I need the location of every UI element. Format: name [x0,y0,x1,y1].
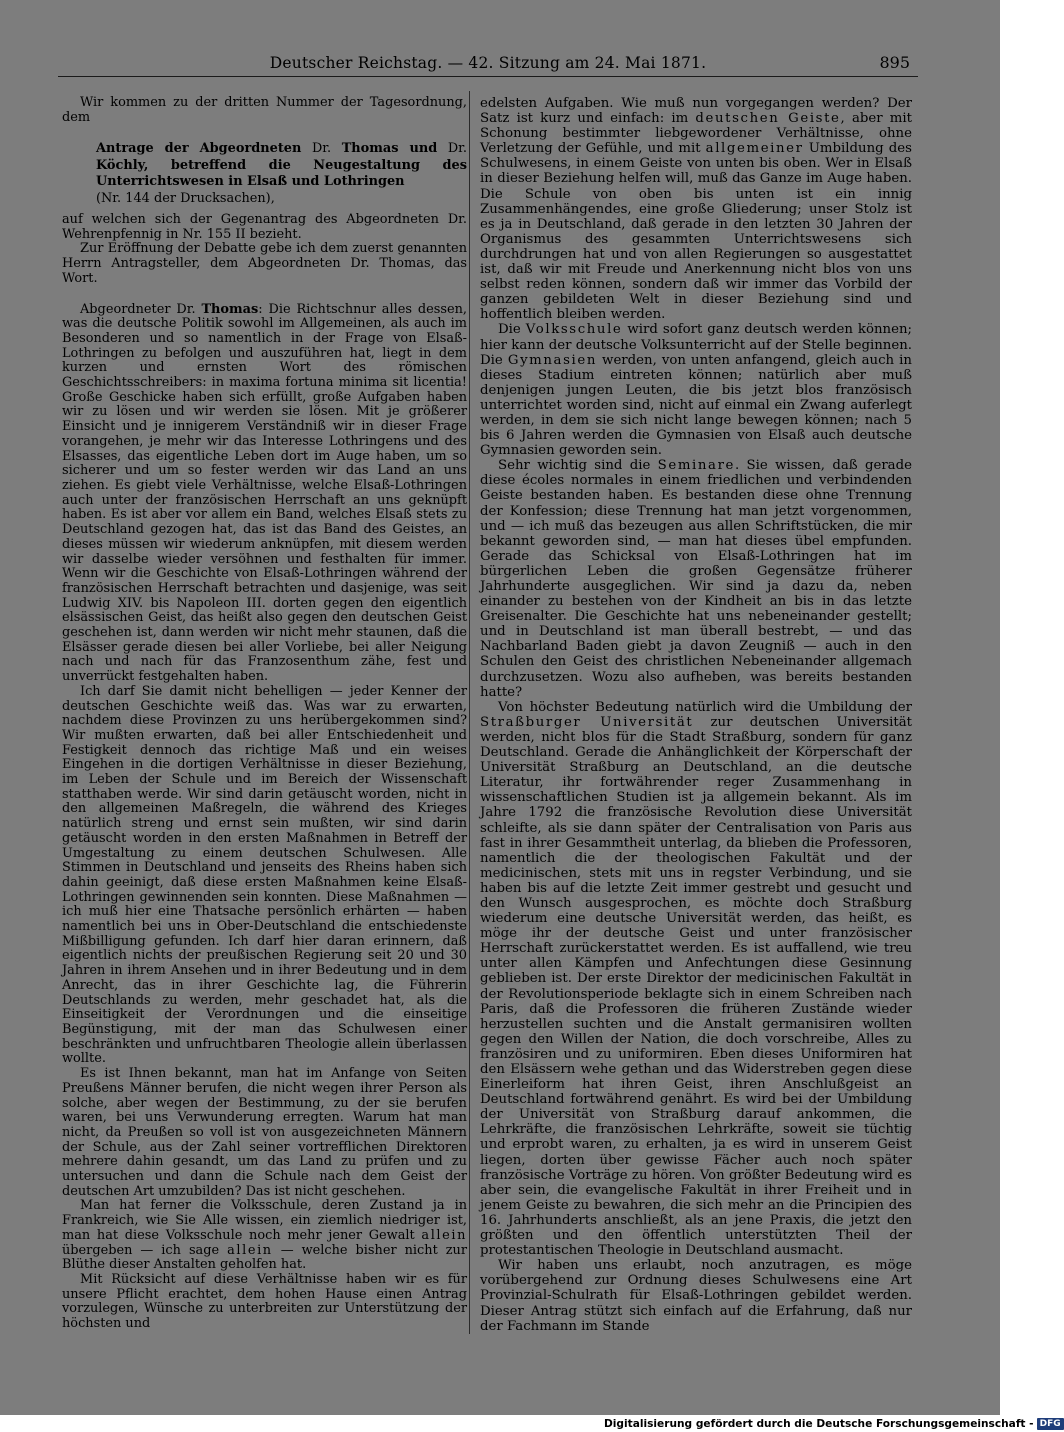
dfg-logo: DFG [1037,1418,1064,1430]
paragraph: Ich darf Sie damit nicht behelligen — jeder Kenner der deutschen Geschichte weiß das. Was war zu erwarten, nachdem diese Provinzen zu uns herübergekommen sind? Wir mußten erwarten, daß bei aller Entschiedenheit und Festigkeit dennoch das richtige Maß und ein weises Eingehen in die dortigen Verhältnisse in dieser Beziehung, im Leben der Schule und im Bereich der Wissenschaft statthaben werde. Wir sind darin getäuscht worden, nicht in den allgemeinen Maßregeln, die während des Krieges natürlich streng und ernst sein mußten, wir sind darin getäuscht worden in den ersten Maßnahmen in Betreff der Umgestaltung zu einem deutschen Schulwesen. Alle Stimmen in Deutschland und jenseits des Rheins haben sich dahin geeinigt, daß diese ersten Maßnahmen keine Elsaß-Lothringen gewinnenden sein konnten. Diese Maßnahmen — ich muß hier eine Thatsache persönlich erhärten — haben namentlich bei uns in Ober-Deutschland die entschiedenste Mißbilligung gefunden. Ich darf hier daran erinnern, daß eigentlich nichts der preußischen Regierung seit 20 und 30 Jahren in ihrem Ansehen und in ihrer Bedeutung und in dem Anrecht, das in ihrer Geschichte lag, die Führerin Deutschlands zu werden, mehr geschadet hat, als die Einseitigkeit der Verordnungen und die einseitige Begünstigung, mit der man das Schulwesen einer beschränkten und unfruchtbaren Theologie allein überlassen wollte. [62,683,467,1067]
credit-text: Digitalisierung gefördert durch die Deutsche Forschungsgemeinschaft - [604,1418,1034,1430]
paragraph: Die Volksschule wird sofort ganz deutsch werden können; hier kann der deutsche Volksunterricht auf der Stelle beginnen. Die Gymnasien werden, von unten anfangend, gleich auch in dieses Stadium eintreten können; natürlich aber muß denjenigen jungen Leuten, die bis jetzt blos französisch unterrichtet worden sind, nicht auf einmal ein Zwang auferlegt werden, in dem sie sich nicht lange bewegen können; nach 5 bis 6 Jahren werden die Gymnasien von Elsaß auch deutsche Gymnasien geworden sein. [480,322,912,459]
paragraph: Sehr wichtig sind die Seminare. Sie wissen, daß gerade diese écoles normales in einem friedlichen und verbindenden Geiste bestanden haben. Es bestanden diese ohne Trennung der Konfession; diese Trennung hat man jetzt vorgenommen, und — ich muß das bezeugen aus allen Schriftstücken, die mir bekannt geworden sind, — man hat dieses übel empfunden. Gerade das Schicksal von Elsaß-Lothringen hat im bürgerlichen Leben die großen Gegensätze früherer Jahrhunderte ausgeglichen. Wir sind ja dazu da, neben einander zu bestehen von der Kindheit an bis in das letzte Greisenalter. Die Geschichte hat uns nebeneinander gestellt; und in Deutschland ist man überall bestrebt, — und das Nachbarland Baden giebt ja davon Zeugniß — auch in den Schulen den Geist des christlichen Nebeneinander allgemach durchzusetzen. Wozu also aufheben, was bereits bestanden hatte? [480,458,912,700]
speaker-name: Thomas [201,301,259,317]
paragraph: Von höchster Bedeutung natürlich wird die Umbildung der Straßburger Universität zur deutschen Universität werden, nicht blos für die Stadt Straßburg, sondern für ganz Deutschland. Gerade die Anhänglichkeit der Körperschaft der Universität Straßburg an Deutschland, an die deutsche Literatur, ihr fortwährender reger Zusammenhang in wissenschaftlichen Studien ist ja allgemein bekannt. Als im Jahre 1792 die französische Revolution diese Universität schleifte, als sie dann später der Centralisation von Paris aus fast in ihrer Gesammtheit unterlag, da blieben die Professoren, namentlich die der theologischen Fakultät und der medicinischen, stets mit uns in regster Verbindung, und sie haben bis auf die letzte Zeit immer gestrebt und gesucht und den Wunsch ausgesprochen, es möchte doch Straßburg wiederum eine deutsche Universität werden, das heißt, es möge ihr der deutsche Geist und unter französischer Herrschaft zurückerstattet werden. Es ist auffallend, wie treu unter allen Kämpfen und Anfechtungen diese Gesinnung geblieben ist. Der erste Direktor der medicinischen Fakultät in der Revolutionsperiode beklagte sich in einem Schreiben nach Paris, daß die Professoren die früheren Zustände wieder herzustellen suchten und die Anstalt germanisiren wollten gegen den Willen der Nation, die doch vorschreibe, Alles zu französiren und zu uniformiren. Eben dieses Uniformiren hat den Elsässern wehe gethan und das Widerstreben gegen diese Einerleiform hat ihren Geist, ihren Anschlußgeist an Deutschland fortwährend genährt. Es wird bei der Umbildung der Universität von Straßburg darauf ankommen, die Lehrkräfte, die französischen Lehrkräfte, soweit sie tüchtig und erprobt waren, zu erhalten, ja es wird in unserem Geist liegen, dorten über gewisse Fächer auch noch später französische Vorträge zu hören. Von größter Bedeutung wird es aber sein, die evangelische Fakultät in ihrer Freiheit und in jenem Geiste zu bewahren, die sich mehr an die Principien des 16. Jahrhunderts anschließt, als an jene Praxis, die jetzt den größten und den öffentlich unterstützten Theil der protestantischen Theologie in Deutschland ausmacht. [480,699,912,1259]
paragraph: Wir kommen zu der dritten Nummer der Tagesordnung, dem [62,95,467,125]
motion-reference: (Nr. 144 der Drucksachen), [96,190,275,206]
right-column [480,96,912,1334]
running-header [58,52,918,77]
paragraph: Es ist Ihnen bekannt, man hat im Anfange von Seiten Preußens Männer berufen, die nicht wegen ihrer Person als solche, aber wegen der Bestimmung, zu der sie berufen waren, bei uns Verwunderung erregten. Warum hat man nicht, da Preußen so voll ist von ausgezeichneten Männern der Schule, aus der Zahl seiner vortrefflichen Direktoren mehrere dahin gesandt, um das Land zu prüfen und zu untersuchen und dann die Schule nach dem Geist der deutschen Art umzubilden? Das ist nicht geschehen. [62,1066,467,1199]
paragraph: edelsten Aufgaben. Wie muß nun vorgegangen werden? Der Satz ist kurz und einfach: im deutschen Geiste, aber mit Schonung bestimmter liebgewordener Verhältnisse, ohne Verletzung der Gefühle, und mit allgemeiner Umbildung des Schulwesens, in einem Geiste von unten bis oben. Wer in Elsaß in dieser Beziehung helfen will, muß das Ganze im Auge haben. Die Schule von oben bis unten ist ein innig Zusammenhängendes, eine große Gliederung; unser Stolz ist es ja in Deutschland, daß gerade in den letzten 30 Jahren der Organismus des gesammten Unterrichtswesens sich durchdrungen hat und von allen Regierungen so ausgestattet ist, daß wir mit Freude und Anerkennung nicht blos von uns selbst reden können, sondern daß wir immer das Vorbild der ganzen gebildeten Welt in dieser Beziehung sind und hoffentlich bleiben werden. [480,96,912,323]
speech-paragraph: Abgeordneter Dr. Thomas: Die Richtschnur alles dessen, was die deutsche Politik sowohl im Allgemeinen, als auch im Besonderen und so namentlich in der Frage von Elsaß-Lothringen zu befolgen und auszuführen hat, liegt in dem kurzen und ernsten Wort des römischen Geschichtsschreibers: in maxima fortuna minima sit licentia! Große Geschicke haben sich erfüllt, große Aufgaben haben wir zu lösen und wir werden sie lösen. Mit je größerer Einsicht und je innigerem Verständniß wir in dieser Frage vorangehen, je mehr wir das Interesse Lothringens und des Elsasses, das eigentliche Leben dort im Auge haben, um so sicherer und um so fester werden wir das Land an uns ziehen. Es giebt viele Verhältnisse, welche Elsaß-Lothringen auch unter der französischen Herrschaft an uns geknüpft haben. Es ist aber vor allem ein Band, welches Elsaß stets zu Deutschland gezogen hat, das ist das Band des Geistes, an dieses müssen wir wiederum anknüpfen, mit diesem werden wir dasselbe wieder versöhnen und festhalten für immer. Wenn wir die Geschichte von Elsaß-Lothringen während der französischen Herrschaft betrachten und dasjenige, was seit Ludwig XIV. bis Napoleon III. dorten gegen den eigentlich elsässischen Geist, das heißt also gegen den deutschen Geist geschehen ist, dann werden wir nicht mehr staunen, daß die Elsässer gerade diesen bei aller Vorliebe, bei aller Neigung nach und nach für das Franzosenthum zähe, fest und unverrückt festgehalten haben. [62,301,467,685]
paragraph: Mit Rücksicht auf diese Verhältnisse haben wir es für unsere Pflicht erachtet, dem hohen Hause einen Antrag vorzulegen, Wünsche zu unterbreiten zur Unterstützung der höchsten und [62,1271,467,1332]
paragraph: Man hat ferner die Volksschule, deren Zustand ja in Frankreich, wie Sie Alle wissen, ein ziemlich niedriger ist, man hat diese Volksschule noch mehr jener Gewalt allein übergeben — ich sage allein — welche bisher nicht zur Blüthe dieser Anstalten geholfen hat. [62,1198,468,1273]
page-number: 895 [879,53,910,72]
motion-title: Antrage der Abgeordneten Dr. Thomas und Dr. Köchly, betreffend die Neugestaltung des Unterrichtswesen in Elsaß und Lothringen (Nr. 144 der Drucksachen), [96,141,468,206]
left-column [62,96,467,1332]
paragraph: Zur Eröffnung der Debatte gebe ich dem zuerst genannten Herrn Antragsteller, dem Abgeordneten Dr. Thomas, das Wort. [62,241,467,286]
header-title: Deutscher Reichstag. — 42. Sitzung am 24. Mai 1871. [269,54,707,72]
column-rule [469,91,470,1334]
paragraph: auf welchen sich der Gegenantrag des Abgeordneten Dr. Wehrenpfennig in Nr. 155 II bezieht. [62,212,467,242]
digitization-credit [604,1417,1061,1431]
paragraph: Wir haben uns erlaubt, noch anzutragen, es möge vorübergehend zur Ordnung dieses Schulwesens eine Art Provinzial-Schulrath für Elsaß-Lothringen gebildet werden. Dieser Antrag stützt sich einfach auf die Erfahrung, daß nur der Fachmann im Stande [480,1258,912,1334]
